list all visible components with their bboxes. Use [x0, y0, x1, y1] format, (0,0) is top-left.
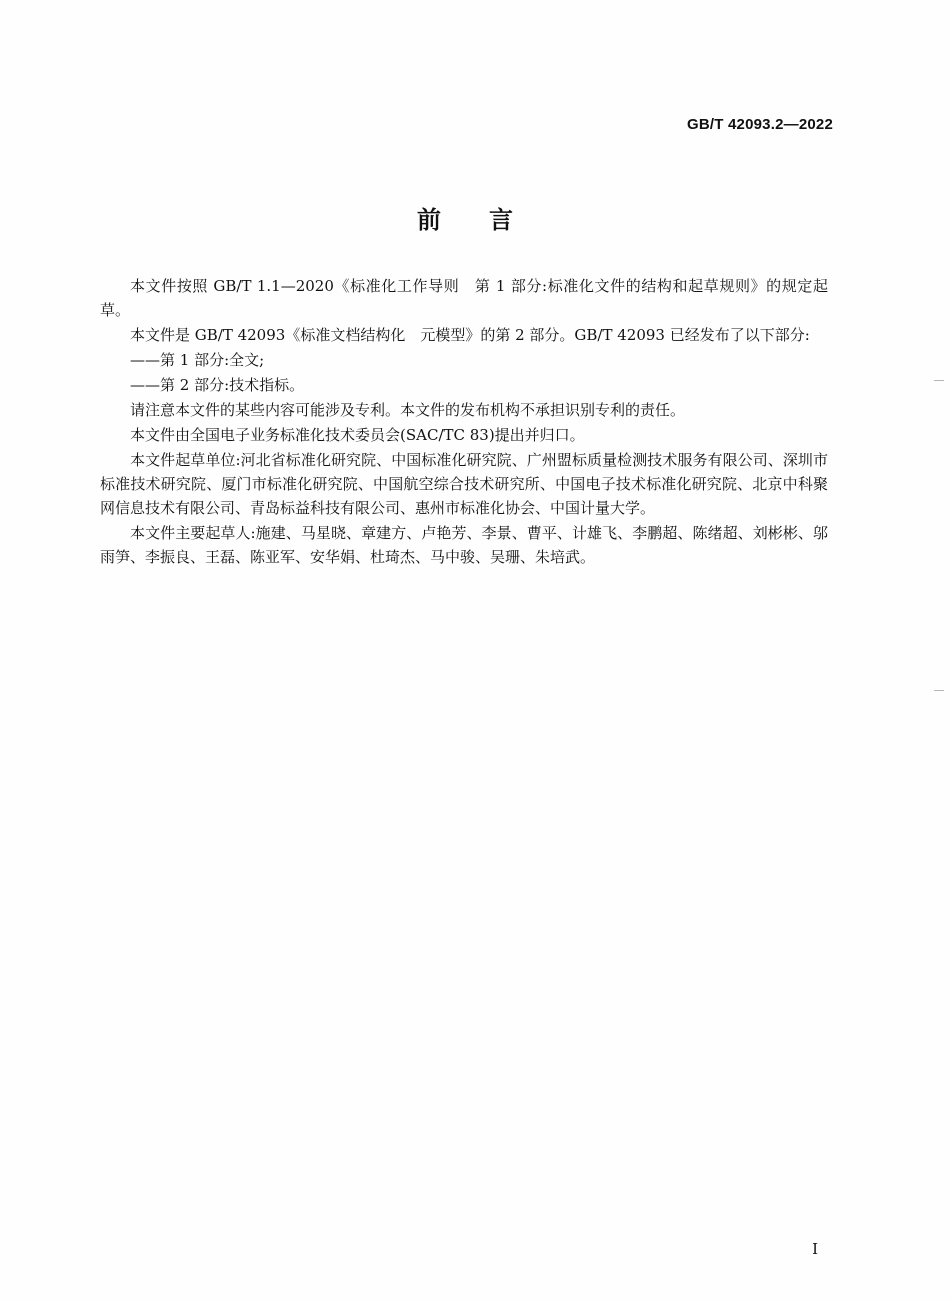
page-title: 前言	[417, 206, 561, 234]
paragraph-series-parts: 本文件是 GB/T 42093《标准文档结构化 元模型》的第 2 部分。GB/T 42093 已经发布了以下部分:	[130, 326, 810, 344]
paragraph-drafters: 本文件主要起草人:施建、马星晓、章建方、卢艳芳、李景、曹平、计雄飞、李鹏超、陈绪超、刘彬彬、邬雨笋、李振良、王磊、陈亚军、安华娟、杜琦杰、马中骏、吴珊、朱培武。	[100, 524, 828, 566]
paragraph-proposer: 本文件由全国电子业务标准化技术委员会(SAC/TC 83)提出并归口。	[130, 426, 585, 444]
page-number: I	[812, 1240, 818, 1258]
list-item-part-2: ——第 2 部分:技术指标。	[130, 376, 305, 394]
scan-artifact-mark	[934, 690, 944, 691]
list-item-part-1: ——第 1 部分:全文;	[130, 351, 265, 369]
paragraph-patent-notice: 请注意本文件的某些内容可能涉及专利。本文件的发布机构不承担识别专利的责任。	[130, 401, 686, 419]
paragraph-drafting-units: 本文件起草单位:河北省标准化研究院、中国标准化研究院、广州盟标质量检测技术服务有限公司、深圳市标准技术研究院、厦门市标准化研究院、中国航空综合技术研究所、中国电子技术标准化研究院、北京中科聚网信息技术有限公司、青岛标益科技有限公司、惠州市标准化协会、中国计量大学。	[100, 451, 828, 517]
document-code: GB/T 42093.2—2022	[687, 116, 833, 133]
scan-artifact-mark	[934, 380, 944, 381]
paragraph-drafting-rules: 本文件按照 GB/T 1.1—2020《标准化工作导则 第 1 部分:标准化文件的结构和起草规则》的规定起草。	[100, 277, 828, 319]
foreword-body	[100, 274, 828, 570]
